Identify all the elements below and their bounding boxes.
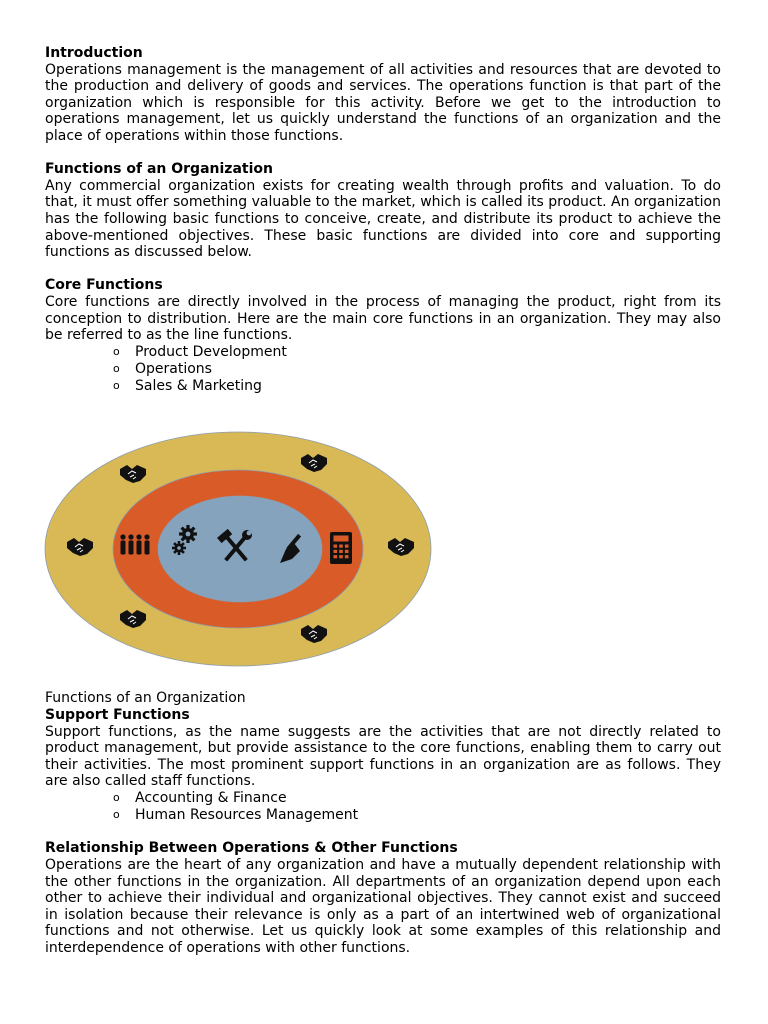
section-heading-relationship: Relationship Between Operations & Other Functions (45, 840, 458, 857)
section-heading-support-functions: Support Functions (45, 707, 190, 723)
figure-caption: Functions of an Organization (45, 690, 246, 707)
relationship-paragraph: Operations are the heart of any organization and have a mutually dependent relationship with the other functions in the organization. All departments of an organization depend upon each other to achieve their individual and organizational objectives. They cannot exist and succeed in isolation because their relevance is only as a part of an intertwined web of organizational functions and not otherwise. Let us quickly look at some examples of this relationship and interdependence of operations with other functions. (45, 856, 721, 956)
functions-paragraph: Any commercial organization exists for creating wealth through profits and valuation. To do that, it must offer something valuable to the market, which is called its product. An organization has the following basic functions to conceive, create, and distribute its product to achieve the above-mentioned objectives. These basic functions are divided into core and supporting functions as discussed below. (45, 177, 721, 261)
list-item: o Product Development (113, 344, 721, 361)
section-heading-functions: Functions of an Organization (45, 161, 273, 178)
organization-functions-diagram (44, 430, 434, 668)
core-functions-paragraph: Core functions are directly involved in the process of managing the product, right from its conception to distribution. Here are the main core functions in an organization. They may also be referred to as the line functions. (45, 293, 721, 344)
list-item: o Accounting & Finance (113, 790, 721, 807)
introduction-paragraph: Operations management is the management of all activities and resources that are devoted to the production and delivery of goods and services. The operations function is that part of the organization which is responsible for this activity. Before we get to the introduction to operations management, let us quickly understand the functions of an organization and the place of operations within those functions. (45, 61, 721, 144)
section-heading-core-functions: Core Functions (45, 277, 163, 294)
section-heading-introduction: Introduction (45, 45, 143, 61)
document-page (45, 45, 721, 957)
calculator-icon (330, 532, 352, 564)
support-functions-list (45, 790, 721, 824)
list-item: o Operations (113, 361, 721, 378)
core-functions-list (45, 344, 721, 395)
list-item: o Human Resources Management (113, 807, 721, 824)
list-item: o Sales & Marketing (113, 378, 721, 395)
support-functions-paragraph: Support functions, as the name suggests are the activities that are not directly related to product management, but provide assistance to the core functions, enabling them to carry out their activities. The most prominent support functions in an organization are as follows. They are also called staff functions. (45, 723, 721, 790)
